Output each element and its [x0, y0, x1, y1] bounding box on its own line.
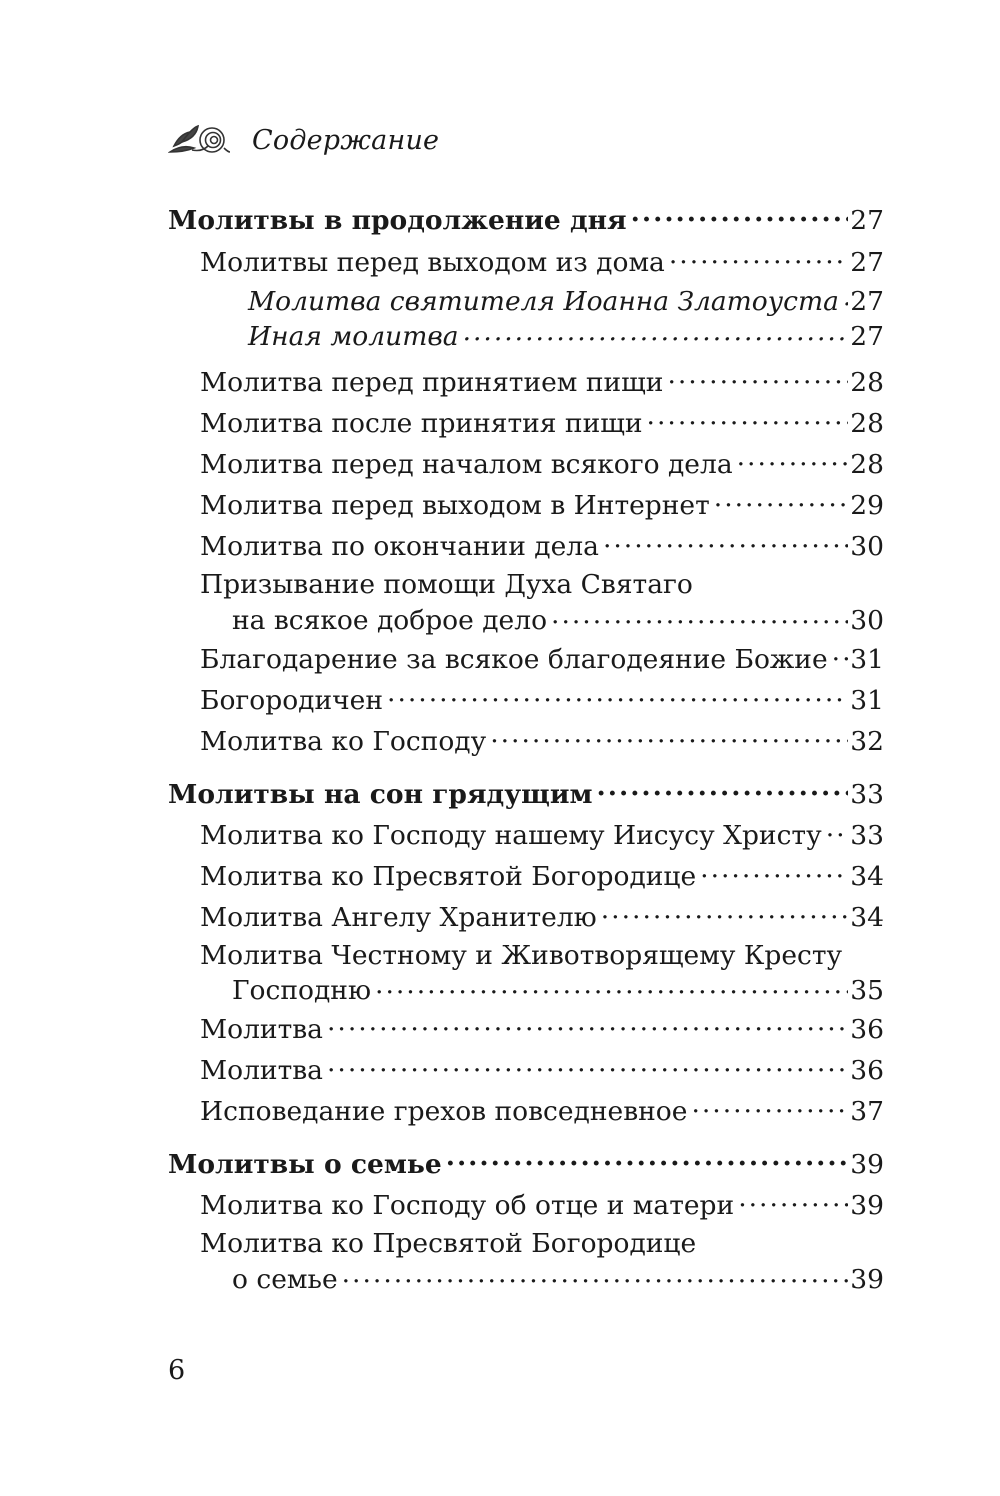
dot-leader — [843, 283, 848, 310]
toc-entry-continuation — [168, 973, 884, 1010]
toc-entry-title: Молитва ко Пресвятой Богородице — [200, 860, 697, 892]
dot-leader — [738, 1188, 848, 1215]
toc-page-number: 39 — [850, 1263, 884, 1295]
dot-leader — [691, 1094, 848, 1121]
toc-entry[interactable] — [168, 526, 884, 567]
toc-page-number: 30 — [850, 604, 884, 636]
toc-page-number: 34 — [850, 860, 884, 892]
dot-leader — [667, 365, 848, 392]
toc-entry[interactable] — [168, 403, 884, 444]
toc-subentry[interactable] — [168, 319, 884, 355]
dot-leader — [714, 488, 848, 515]
toc-entry[interactable] — [168, 1091, 884, 1132]
toc-entry-title-line1: Молитва Честному и Животворящему Кресту — [200, 939, 843, 971]
toc-page-number: 32 — [850, 725, 884, 757]
toc-entry-multiline[interactable] — [168, 939, 884, 1010]
toc-entry-title: Молитвы в продолжение дня — [168, 205, 627, 236]
toc-entry-multiline[interactable] — [168, 1227, 884, 1298]
page-header — [168, 118, 439, 162]
toc-page-number: 28 — [850, 367, 884, 398]
dot-leader — [826, 817, 848, 844]
toc-entry-title: Молитва — [200, 1014, 323, 1045]
dot-leader — [631, 203, 848, 230]
toc-entry-title: Молитва перед выходом в Интернет — [200, 490, 710, 521]
toc-entry-title-line2: Господню — [232, 975, 372, 1006]
toc-entry-title: Молитва по окончании дела — [200, 531, 599, 562]
toc-page-number: 39 — [850, 1149, 884, 1180]
toc-page-number: 39 — [850, 1190, 884, 1221]
toc-entry-multiline[interactable] — [168, 568, 884, 639]
toc-entry[interactable] — [168, 639, 884, 680]
dot-leader — [551, 602, 848, 629]
dot-leader — [375, 973, 848, 1000]
toc-entry-title-line2: на всякое доброе дело — [232, 604, 548, 636]
dot-leader — [603, 529, 848, 556]
page-number: 6 — [168, 1355, 186, 1386]
toc-entry[interactable] — [168, 721, 884, 762]
toc-entry[interactable] — [168, 1185, 884, 1226]
toc-entry-title-line1: Призывание помощи Духа Святаго — [200, 569, 693, 600]
dot-leader — [463, 319, 848, 346]
toc-entry-title: Молитва ко Господу об отце и матери — [200, 1190, 735, 1221]
toc-page-number: 31 — [850, 684, 884, 716]
dot-leader — [342, 1261, 848, 1288]
toc-entry-title: Молитва — [200, 1055, 323, 1086]
toc-entry[interactable] — [168, 680, 884, 721]
dot-leader — [832, 641, 848, 668]
toc-section-entry[interactable] — [168, 200, 884, 241]
toc-entry[interactable] — [168, 242, 884, 283]
toc-page-number: 34 — [850, 901, 884, 933]
toc-page-number: 28 — [850, 449, 884, 480]
toc-entry[interactable] — [168, 362, 884, 403]
toc-page-number: 36 — [850, 1055, 884, 1086]
toc-page-number: 29 — [850, 490, 884, 521]
dot-leader — [446, 1147, 848, 1174]
toc-entry[interactable] — [168, 485, 884, 526]
toc-entry-title: Исповедание грехов повседневное — [200, 1096, 688, 1127]
dot-leader — [327, 1053, 848, 1080]
dot-leader — [490, 723, 848, 750]
toc-page-number: 27 — [850, 205, 884, 236]
page-title: Содержание — [252, 124, 440, 156]
toc-entry[interactable] — [168, 1009, 884, 1050]
toc-entry-title: Молитва после принятия пищи — [200, 408, 643, 439]
toc-section-entry[interactable] — [168, 1144, 884, 1185]
toc-section-entry[interactable] — [168, 774, 884, 815]
toc-entry-title: Богородичен — [200, 684, 384, 716]
toc-page-number: 28 — [850, 408, 884, 439]
toc-page-number: 27 — [850, 247, 884, 278]
toc-entry-title: Молитва ко Господу нашему Иисусу Христу — [200, 819, 822, 851]
leaf-swirl-ornament-icon — [168, 122, 230, 158]
toc-entry-continuation — [168, 602, 884, 639]
toc-subentry[interactable] — [168, 283, 884, 319]
toc-page-number: 31 — [850, 643, 884, 675]
toc-page-number: 27 — [850, 285, 884, 317]
toc-entry-title: Молитва Ангелу Хранителю — [200, 901, 597, 933]
dot-leader — [669, 245, 848, 272]
toc-entry[interactable] — [168, 815, 884, 856]
toc-entry[interactable] — [168, 856, 884, 897]
toc-page-number: 37 — [850, 1096, 884, 1127]
toc-page-number: 33 — [850, 819, 884, 851]
dot-leader — [597, 776, 848, 803]
toc-entry-title: Молитва перед началом всякого дела — [200, 449, 733, 480]
toc-page-number: 30 — [850, 531, 884, 562]
toc-entry-title-line2: о семье — [232, 1263, 338, 1295]
dot-leader — [601, 899, 848, 926]
toc-entry-title: Благодарение за всякое благодеяние Божие — [200, 643, 828, 675]
toc-entry-title-line1: Молитва ко Пресвятой Богородице — [200, 1228, 697, 1259]
toc-entry-title: Иная молитва — [248, 321, 459, 352]
table-of-contents — [168, 200, 884, 1298]
dot-leader — [327, 1012, 848, 1039]
toc-entry-title: Молитвы о семье — [168, 1149, 442, 1180]
toc-entry-title: Молитвы перед выходом из дома — [200, 247, 665, 278]
toc-page-number: 27 — [850, 321, 884, 352]
toc-entry[interactable] — [168, 1050, 884, 1091]
dot-leader — [647, 406, 848, 433]
toc-entry[interactable] — [168, 897, 884, 938]
toc-entry[interactable] — [168, 444, 884, 485]
dot-leader — [700, 858, 848, 885]
toc-entry-title: Молитва святителя Иоанна Златоуста — [248, 285, 839, 317]
toc-entry-title: Молитвы на сон грядущим — [168, 778, 593, 810]
toc-page-number: 35 — [850, 975, 884, 1006]
toc-entry-title: Молитва перед принятием пищи — [200, 367, 664, 398]
dot-leader — [737, 447, 848, 474]
toc-entry-continuation — [168, 1261, 884, 1298]
toc-page-number: 33 — [850, 778, 884, 810]
dot-leader — [387, 682, 848, 709]
toc-page-number: 36 — [850, 1014, 884, 1045]
toc-entry-title: Молитва ко Господу — [200, 725, 487, 757]
